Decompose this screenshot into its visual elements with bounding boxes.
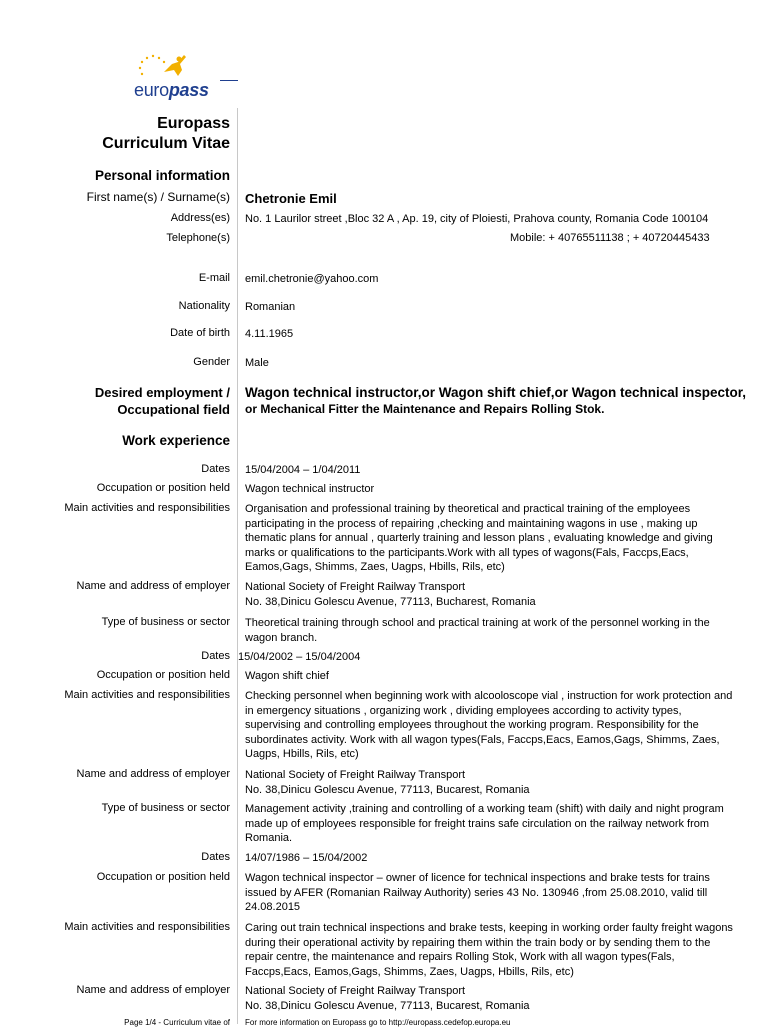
- desired-employment-label: Desired employment / Occupational field: [94, 385, 230, 417]
- title-line-1: Europass: [157, 115, 230, 132]
- desired-employment-value: Wagon technical instructor,or Wagon shift chief,or Wagon technical inspector, or Mechanical Fitter the Maintenance and Repairs Rolling Stok.: [245, 385, 747, 416]
- address-value: No. 1 Laurilor street ,Bloc 32 A , Ap. 19, city of Ploiesti, Prahova county, Romania Code 100104: [245, 213, 709, 225]
- job1-employer-label: Name and address of employer: [76, 580, 230, 592]
- job3-activities: Caring out train technical inspections and brake tests, keeping in working order faulty freight wagons during their operational activity by repairing them within the train body or by sending them to the repair centre, the maintenance and repairs Rolling Stok, Work with all wagon types(Fals, Faccps,Eacs, Eamos,Gags, Shimms, Zaes, Uagps, Hbills, Rils, etc): [245, 922, 733, 978]
- job3-dates: 14/07/1986 – 15/04/2002: [245, 852, 368, 864]
- job1-dates-label: Dates: [201, 463, 230, 475]
- job2-dates-label: Dates: [201, 650, 230, 662]
- job2-occupation-label: Occupation or position held: [96, 669, 230, 681]
- email-label: E-mail: [198, 272, 230, 284]
- job1-activities-label: Main activities and responsibilities: [64, 502, 230, 514]
- footer-page-info: Page 1/4 - Curriculum vitae of: [124, 1018, 230, 1027]
- job3-activities-label: Main activities and responsibilities: [64, 921, 230, 933]
- cv-title: [102, 114, 230, 154]
- name-label: First name(s) / Surname(s): [86, 190, 230, 204]
- job1-occupation: Wagon technical instructor: [245, 483, 375, 495]
- job1-business-label: Type of business or sector: [101, 616, 230, 628]
- job2-employer-label: Name and address of employer: [76, 768, 230, 780]
- nationality-label: Nationality: [178, 300, 230, 312]
- logo-underline: [220, 80, 238, 81]
- gender-value: Male: [245, 357, 269, 369]
- job1-dates: 15/04/2004 – 1/04/2011: [245, 464, 361, 476]
- job1-business: Theoretical training through school and practical training at work of the personnel working in the wagon branch.: [245, 617, 710, 644]
- job1-activities: Organisation and professional training by theoretical and practical training of the employees participating in the process of repairing ,checking and maintaining wagons in use , making up thematic plans for annual , quarterly training and lesson plans , evaluating knowledge and giving marks or qualifications to the participants.Work with all types of wagons(Fals, Faccps,Eacs, Eamos,Gags, Shimms, Zaes, Uagps, Hbills, Rils, etc): [245, 503, 713, 573]
- europass-wordmark: europass: [134, 80, 209, 100]
- job3-occupation-label: Occupation or position held: [96, 871, 230, 883]
- email-value: emil.chetronie@yahoo.com: [245, 273, 379, 285]
- job2-activities: Checking personnel when beginning work with alcooloscope vial , instruction for work protection and in emergency situations , organizing work , dividing employees according to activity types, supervising and controlling employees throughout the working program. Responsibility for the subordinates activity. Work with all wagon types(Fals, Faccps,Eacs, Eamos,Gags, Shimms, Zaes, Uagps, Hbills, Rils, etc): [245, 690, 733, 760]
- work-experience-heading: Work experience: [122, 433, 230, 448]
- job3-employer-label: Name and address of employer: [76, 984, 230, 996]
- job2-dates: 15/04/2002 – 15/04/2004: [238, 651, 361, 663]
- nationality-value: Romanian: [245, 301, 296, 313]
- footer-europass-link[interactable]: For more information on Europass go to http://europass.cedefop.europa.eu: [245, 1018, 511, 1027]
- job2-activities-label: Main activities and responsibilities: [64, 689, 230, 701]
- gender-label: Gender: [193, 356, 230, 368]
- column-divider: [237, 108, 238, 1024]
- job3-dates-label: Dates: [201, 851, 230, 863]
- job3-employer: National Society of Freight Railway Transport No. 38,Dinicu Golescu Avenue, 77113, Bucarest, Romania: [245, 985, 530, 1012]
- telephone-label: Telephone(s): [166, 232, 230, 244]
- job3-occupation: Wagon technical inspector – owner of licence for technical inspections and brake tests for trains issued by AFER (Romanian Railway Authority) series 43 No. 130946 ,from 25.08.2010, valid till 24.08.2015: [245, 872, 710, 913]
- job1-occupation-label: Occupation or position held: [96, 482, 230, 494]
- job2-employer: National Society of Freight Railway Transport No. 38,Dinicu Golescu Avenue, 77113, Bucarest, Romania: [245, 769, 530, 796]
- job1-employer: National Society of Freight Railway Transport No. 38,Dinicu Golescu Avenue, 77113, Bucharest, Romania: [245, 581, 536, 608]
- title-line-2: Curriculum Vitae: [102, 135, 230, 152]
- personal-info-heading: Personal information: [94, 168, 230, 183]
- dob-value: 4.11.1965: [245, 328, 294, 340]
- address-label: Address(es): [170, 212, 230, 224]
- europass-stars-icon: [134, 52, 194, 82]
- job2-business: Management activity ,training and controlling of a working team (shift) with daily and night program made up of employees responsible for freight trains safe circulation on the railway network from Romania.: [245, 803, 724, 844]
- name-value: Chetronie Emil: [245, 191, 337, 206]
- europass-logo: [128, 52, 240, 106]
- job2-business-label: Type of business or sector: [101, 802, 230, 814]
- dob-label: Date of birth: [170, 327, 230, 339]
- mobile-value: Mobile: + 40765511138 ; + 40720445433: [510, 232, 710, 244]
- job2-occupation: Wagon shift chief: [245, 670, 329, 682]
